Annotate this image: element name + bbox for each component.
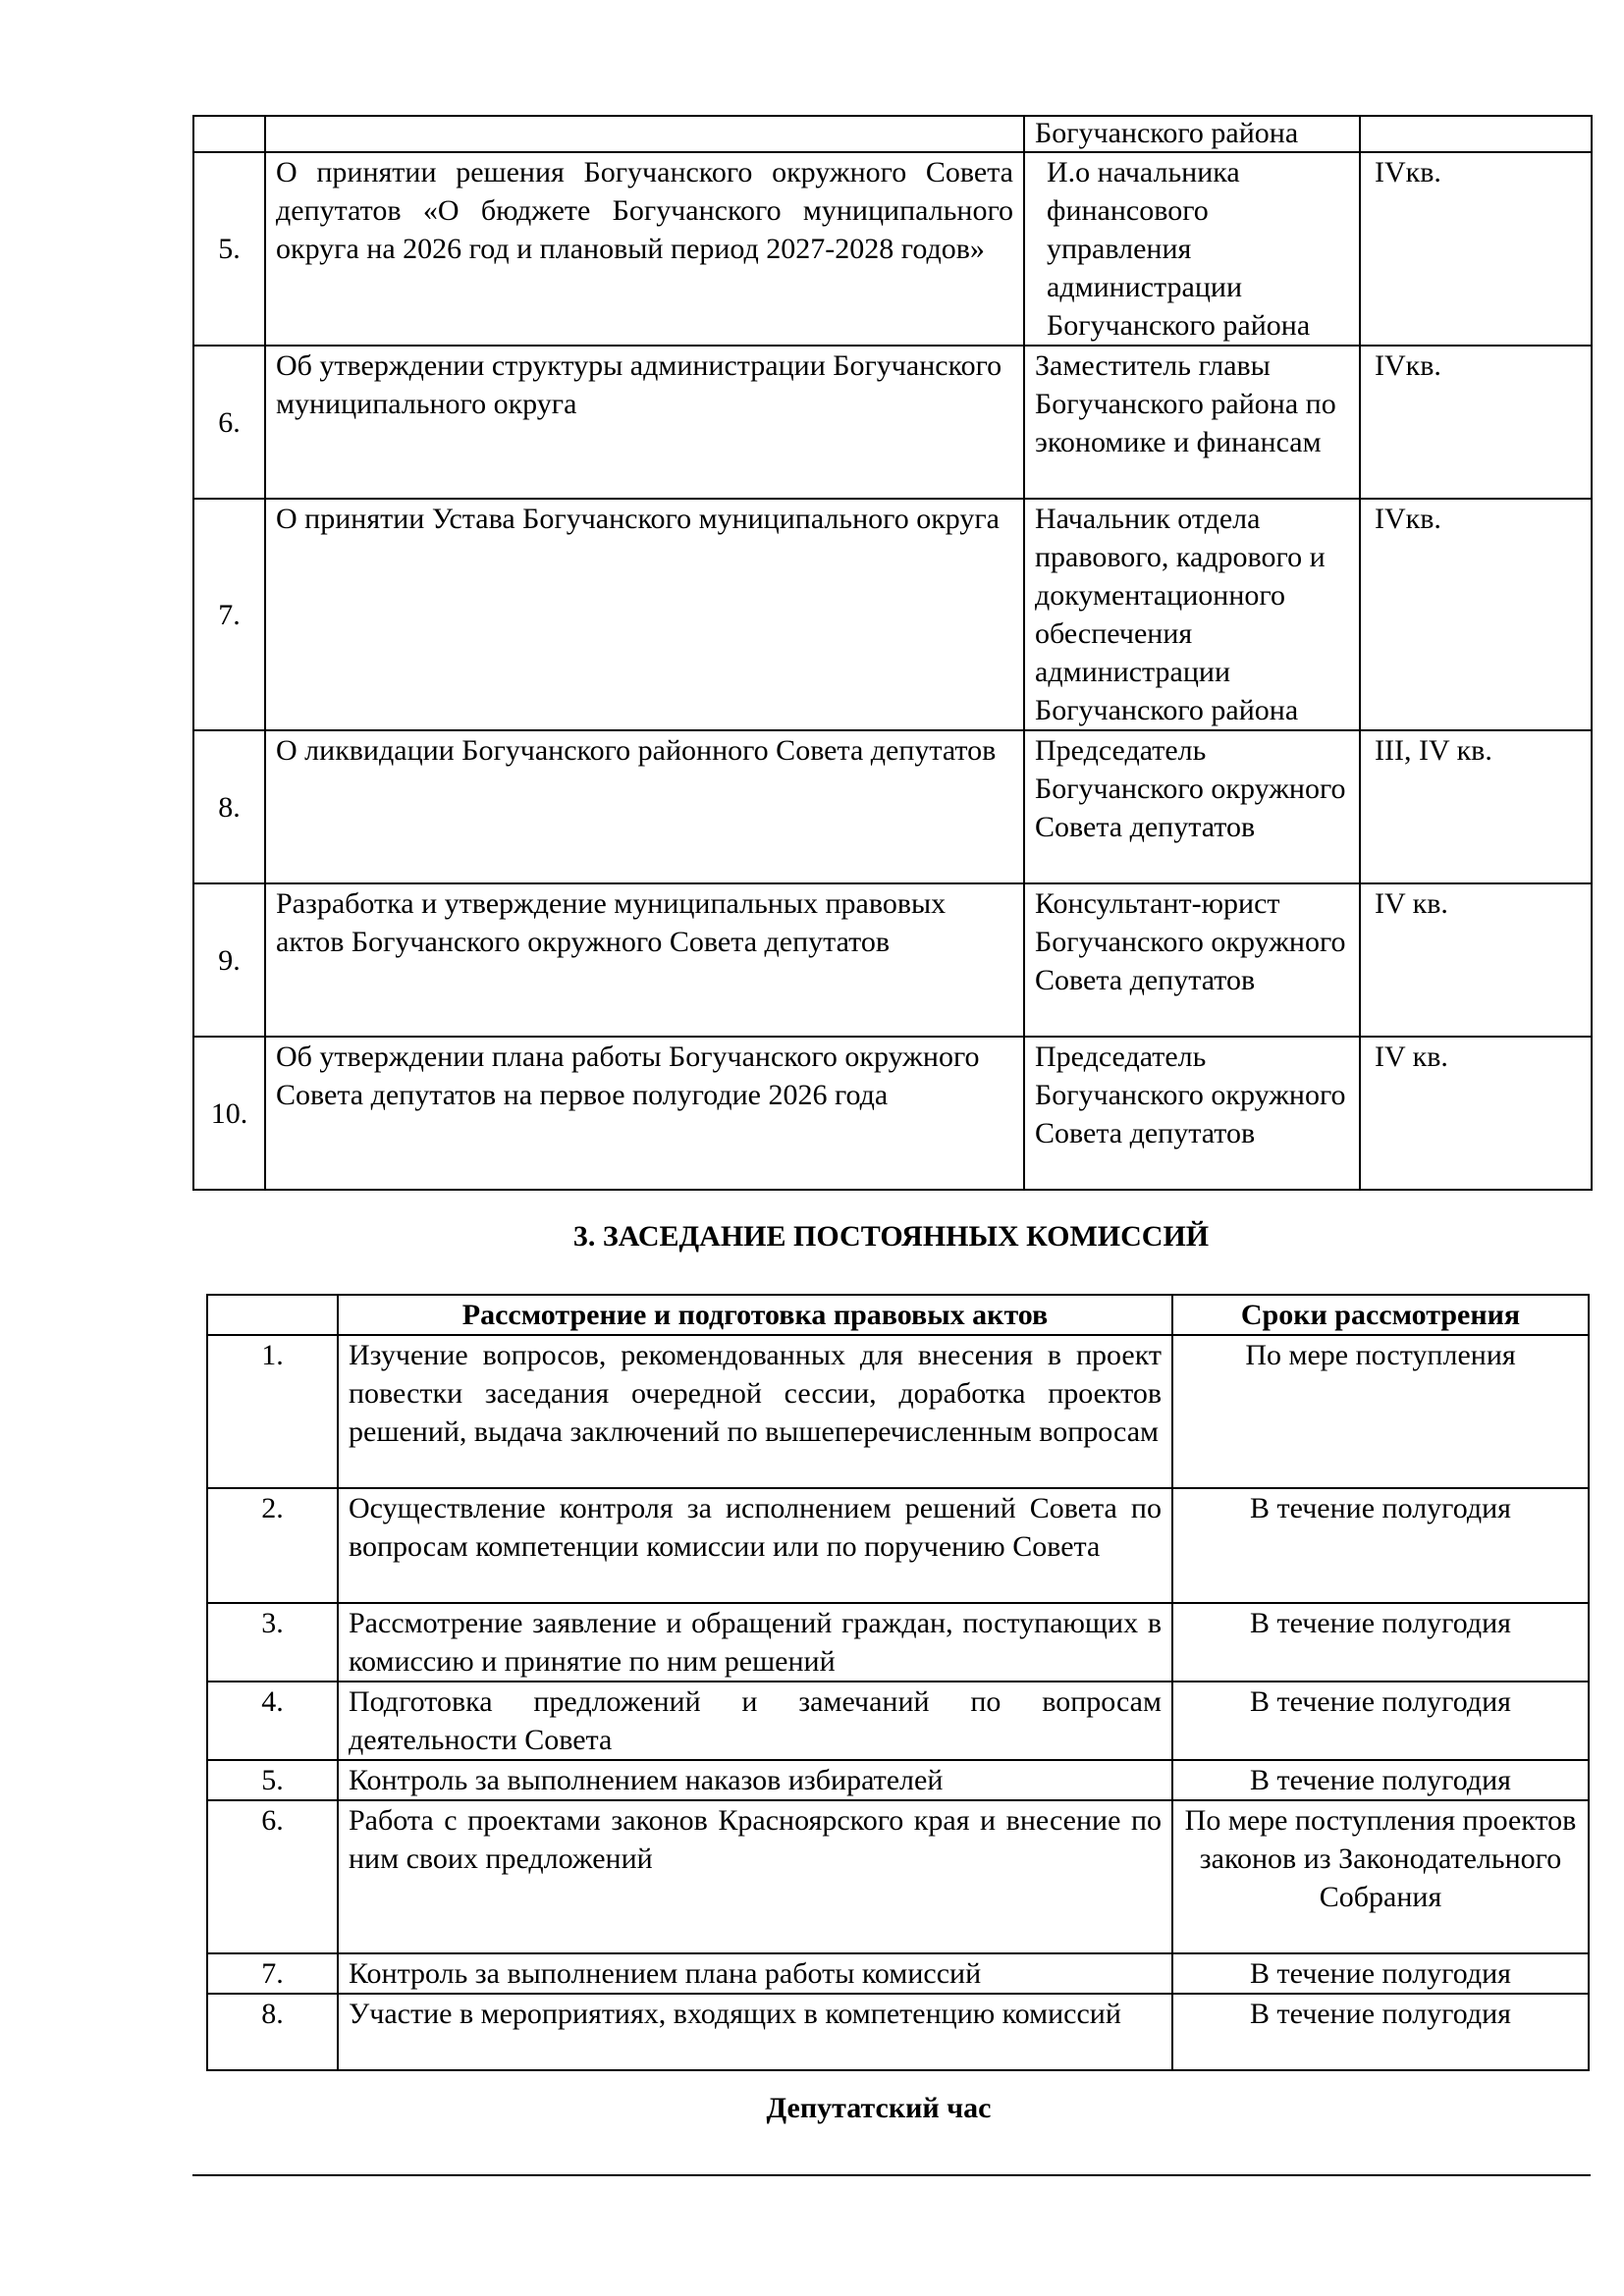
footer-divider — [192, 2174, 1591, 2176]
row-number: 10. — [193, 1037, 265, 1190]
row-number: 9. — [193, 883, 265, 1037]
table-row — [193, 499, 1592, 730]
row-term: В течение полугодия — [1172, 1682, 1589, 1760]
row-responsible: Консультант-юрист Богучанского окружного Совета депутатов — [1024, 883, 1360, 1037]
row-number: 6. — [207, 1800, 338, 1953]
row-text: Изучение вопросов, рекомендованных для внесения в проект повестки заседания очередной сессии, доработка проектов решений, выдача заключений по вышеперечисленным вопросам — [338, 1335, 1172, 1488]
row-number: 1. — [207, 1335, 338, 1488]
header-number — [207, 1295, 338, 1335]
row-term: По мере поступления — [1172, 1335, 1589, 1488]
row-term: III, IV кв. — [1360, 730, 1592, 883]
row-text: Участие в мероприятиях, входящих в компетенцию комиссий — [338, 1994, 1172, 2070]
row-number: 8. — [207, 1994, 338, 2070]
row-text: Работа с проектами законов Красноярского края и внесение по ним своих предложений — [338, 1800, 1172, 1953]
row-title: Об утверждении структуры администрации Богучанского муниципального округа — [265, 346, 1024, 499]
header-terms: Сроки рассмотрения — [1172, 1295, 1589, 1335]
row-number: 5. — [207, 1760, 338, 1800]
row-text: Подготовка предложений и замечаний по вопросам деятельности Совета — [338, 1682, 1172, 1760]
table-row — [207, 1800, 1589, 1953]
table-row — [193, 883, 1592, 1037]
row-title: Разработка и утверждение муниципальных правовых актов Богучанского окружного Совета депутатов — [265, 883, 1024, 1037]
commissions-table — [206, 1294, 1590, 2071]
table-row — [193, 1037, 1592, 1190]
row-term: IVкв. — [1360, 346, 1592, 499]
section-title-deputy-hour: Депутатский час — [766, 2092, 992, 2124]
table-row — [207, 1953, 1589, 1994]
row-text: Контроль за выполнением плана работы комиссий — [338, 1953, 1172, 1994]
row-term: В течение полугодия — [1172, 1760, 1589, 1800]
row-term: В течение полугодия — [1172, 1994, 1589, 2070]
row-term: В течение полугодия — [1172, 1953, 1589, 1994]
row-term: В течение полугодия — [1172, 1603, 1589, 1682]
table-row — [207, 1603, 1589, 1682]
row-title: О принятии Устава Богучанского муниципального округа — [265, 499, 1024, 730]
table-row — [193, 730, 1592, 883]
section-title: 3. ЗАСЕДАНИЕ ПОСТОЯННЫХ КОМИССИЙ — [572, 1220, 1210, 1253]
row-term — [1360, 116, 1592, 152]
row-title — [265, 116, 1024, 152]
row-term: IV кв. — [1360, 883, 1592, 1037]
table-row — [207, 1760, 1589, 1800]
row-responsible: Председатель Богучанского окружного Совета депутатов — [1024, 730, 1360, 883]
row-number: 3. — [207, 1603, 338, 1682]
row-term: IV кв. — [1360, 1037, 1592, 1190]
row-responsible: Богучанского района — [1024, 116, 1360, 152]
row-term: IVкв. — [1360, 152, 1592, 346]
row-text: Контроль за выполнением наказов избирателей — [338, 1760, 1172, 1800]
row-number: 8. — [193, 730, 265, 883]
row-title: Об утверждении плана работы Богучанского окружного Совета депутатов на первое полугодие 2026 года — [265, 1037, 1024, 1190]
row-number: 7. — [207, 1953, 338, 1994]
row-title: О принятии решения Богучанского окружного Совета депутатов «О бюджете Богучанского муниципального округа на 2026 год и плановый период 2027-2028 годов» — [265, 152, 1024, 346]
row-responsible: Заместитель главы Богучанского района по экономике и финансам — [1024, 346, 1360, 499]
table-row — [207, 1682, 1589, 1760]
table-row — [207, 1488, 1589, 1603]
header-acts: Рассмотрение и подготовка правовых актов — [338, 1295, 1172, 1335]
row-title: О ликвидации Богучанского районного Совета депутатов — [265, 730, 1024, 883]
row-number: 5. — [193, 152, 265, 346]
row-term: IVкв. — [1360, 499, 1592, 730]
row-number: 4. — [207, 1682, 338, 1760]
table-row — [193, 346, 1592, 499]
row-number: 2. — [207, 1488, 338, 1603]
row-term: По мере поступления проектов законов из Законодательного Собрания — [1172, 1800, 1589, 1953]
table-header-row — [207, 1295, 1589, 1335]
table-row — [207, 1994, 1589, 2070]
row-text: Рассмотрение заявление и обращений граждан, поступающих в комиссию и принятие по ним решений — [338, 1603, 1172, 1682]
work-plan-table — [192, 115, 1593, 1191]
row-responsible: Начальник отдела правового, кадрового и документационного обеспечения администрации Богучанского района — [1024, 499, 1360, 730]
row-number: 6. — [193, 346, 265, 499]
table-row — [207, 1335, 1589, 1488]
row-responsible: И.о начальника финансового управления администрации Богучанского района — [1024, 152, 1360, 346]
row-number — [193, 116, 265, 152]
table-row — [193, 152, 1592, 346]
row-responsible: Председатель Богучанского окружного Совета депутатов — [1024, 1037, 1360, 1190]
row-number: 7. — [193, 499, 265, 730]
row-term: В течение полугодия — [1172, 1488, 1589, 1603]
table-row — [193, 116, 1592, 152]
row-text: Осуществление контроля за исполнением решений Совета по вопросам компетенции комиссии или по поручению Совета — [338, 1488, 1172, 1603]
